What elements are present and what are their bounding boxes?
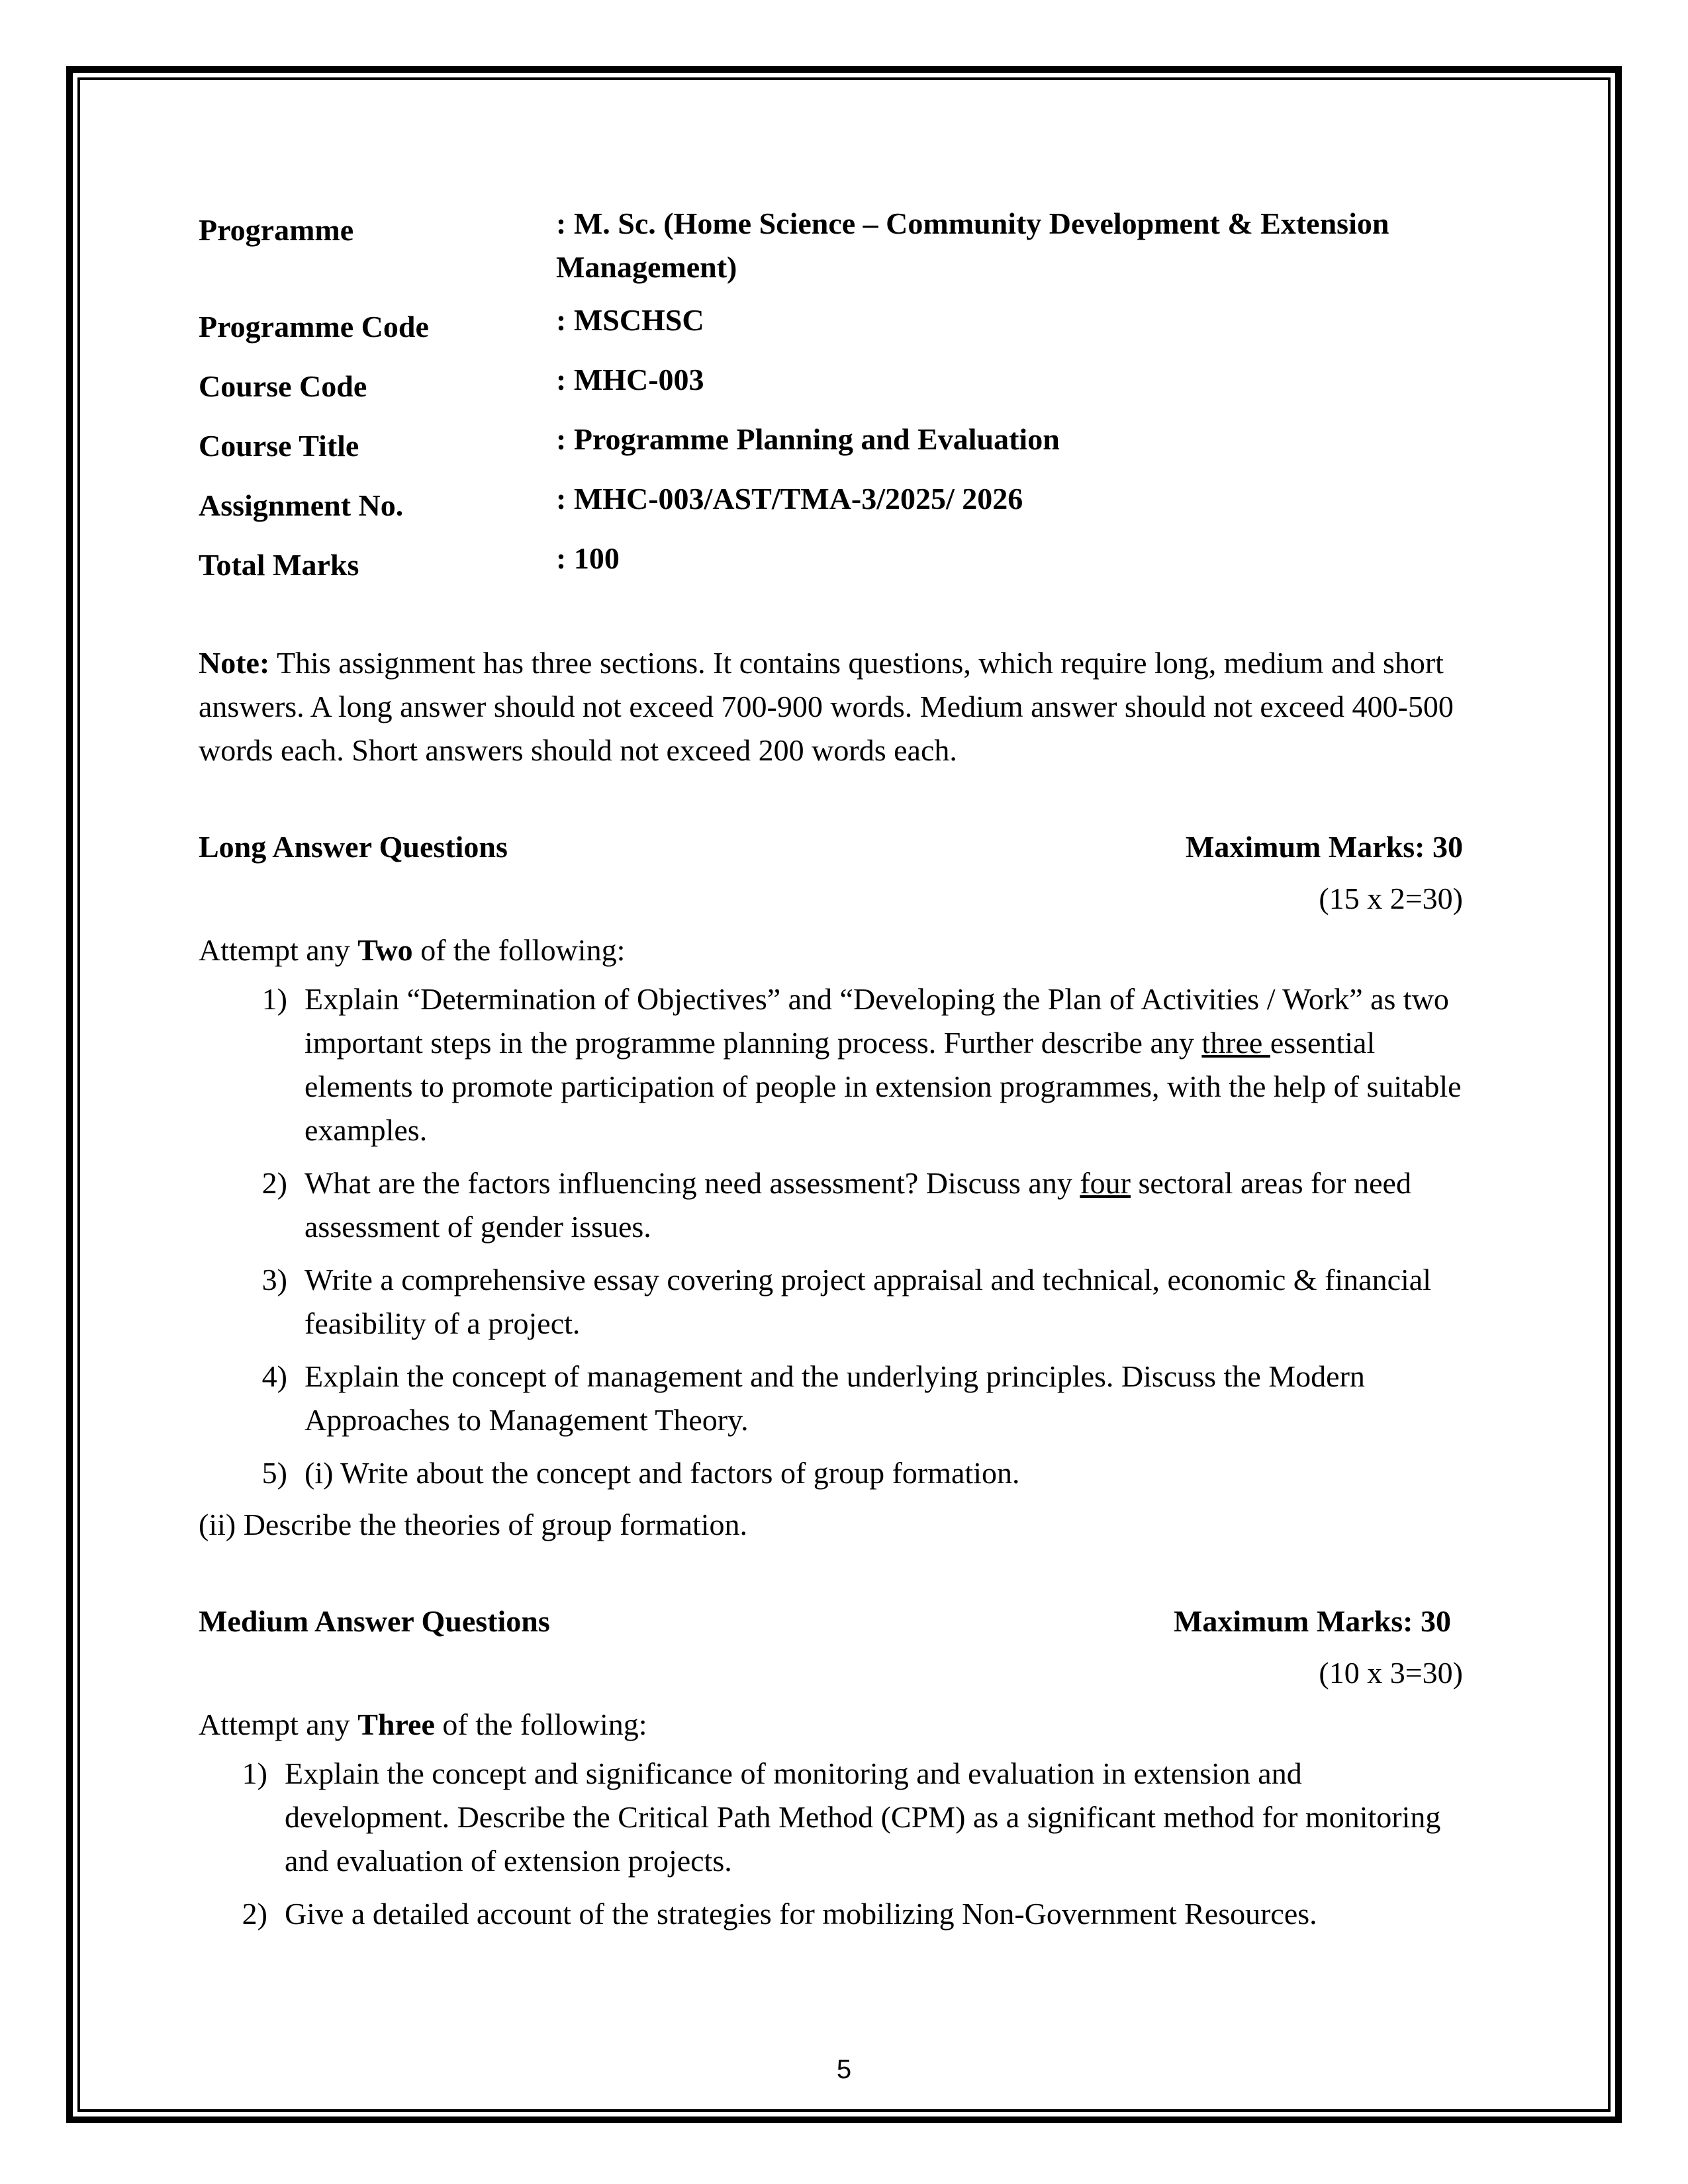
course-code-label: Course Code [199,369,367,403]
programme-code-value: : MSCHSC [556,303,704,337]
course-title-label: Course Title [199,429,359,463]
long-question-4 [199,1355,1463,1442]
medium-attempt-suffix: of the following: [434,1707,647,1741]
long-question-5 [199,1451,1463,1495]
question-text: Explain the concept and significance of monitoring and evaluation in extension and development. Describe the Critical Path Method (CPM) as a significant method for monitoring and evaluation of extension projects. [285,1756,1441,1878]
long-section-header [199,825,1463,869]
long-attempt-suffix: of the following: [412,933,626,967]
question-text: Give a detailed account of the strategies for mobilizing Non-Government Resources. [285,1897,1317,1931]
medium-question-list [199,1752,1463,1936]
long-attempt-prefix: Attempt any [199,933,358,967]
question-text-part: Explain “Determination of Objectives” and “Developing the Plan of Activities / Work” as two important steps in the programme planning process. Further describe any [305,982,1449,1060]
programme-value: : M. Sc. (Home Science – Community Development & Extension Management) [556,206,1389,284]
question-text: (i) Write about the concept and factors of group formation. [305,1456,1020,1490]
medium-question-2 [199,1892,1463,1936]
medium-section-marks-split: (10 x 3=30) [1319,1656,1463,1690]
question-text-part: sectoral areas for need assessment of gender issues. [305,1166,1411,1244]
long-attempt-count: Two [357,933,413,967]
total-marks-label: Total Marks [199,548,359,582]
question-number: 3) [261,1263,287,1297]
long-question-1 [199,978,1463,1152]
long-section-marks-split: (15 x 2=30) [1319,882,1463,915]
note-text: This assignment has three sections. It contains questions, which require long, medium and short answers. A long answer should not exceed 700-900 words. Medium answer should not exceed 400-500 words each. Short answers should not exceed 200 words each. [199,646,1454,767]
question-text [305,978,1463,1152]
question-number: 5) [261,1456,287,1490]
question-text-part: What are the factors influencing need assessment? Discuss any [305,1166,1080,1200]
medium-answer-section [199,1600,1463,1936]
long-question-2 [199,1161,1463,1249]
programme-code-label: Programme Code [199,310,429,343]
programme-row [199,202,1417,298]
medium-attempt-prefix: Attempt any [199,1707,358,1741]
total-marks-value: : 100 [556,541,620,575]
course-title-row [199,418,1417,477]
question-text: Write a comprehensive essay covering project appraisal and technical, economic & financial feasibility of a project. [305,1263,1431,1340]
assignment-no-label: Assignment No. [199,488,404,522]
long-section-max-marks: Maximum Marks: 30 [1185,830,1463,864]
question-number: 1) [261,982,287,1016]
question-number: 4) [261,1359,287,1393]
medium-section-max-marks: Maximum Marks: 30 [1173,1604,1451,1638]
question-text: Explain the concept of management and the underlying principles. Discuss the Modern Approaches to Management Theory. [305,1359,1365,1437]
question-number: 2) [261,1166,287,1200]
long-question-list [199,978,1463,1495]
course-code-row [199,358,1417,418]
long-answer-section [199,825,1463,1547]
course-code-value: : MHC-003 [556,363,704,396]
assignment-info-table [199,202,1417,596]
medium-section-instruction [199,1703,1463,1747]
total-marks-row [199,537,1417,596]
question-emphasis: three [1201,1026,1270,1060]
question-number: 1) [242,1756,267,1790]
note-label: Note: [199,646,270,680]
note-paragraph [199,641,1463,772]
long-question-5-part-ii: (ii) Describe the theories of group formation. [199,1508,748,1541]
question-emphasis: four [1080,1166,1131,1200]
assignment-no-value: : MHC-003/AST/TMA-3/2025/ 2026 [556,482,1023,516]
medium-section-header [199,1600,1463,1643]
long-question-3 [199,1258,1463,1345]
course-title-value: : Programme Planning and Evaluation [556,422,1060,456]
programme-label: Programme [199,213,354,247]
medium-question-1 [199,1752,1463,1883]
medium-section-title: Medium Answer Questions [199,1604,550,1638]
programme-code-row [199,298,1417,358]
long-section-instruction [199,929,1463,972]
question-text [305,1161,1463,1249]
assignment-no-row [199,477,1417,537]
document-body [199,202,1463,1936]
medium-attempt-count: Three [357,1707,435,1741]
question-text-part: essential elements to promote participation of people in extension programmes, with the help of suitable examples. [305,1026,1462,1147]
page-number: 5 [836,2055,852,2084]
long-section-title: Long Answer Questions [199,830,508,864]
question-number: 2) [242,1897,267,1931]
